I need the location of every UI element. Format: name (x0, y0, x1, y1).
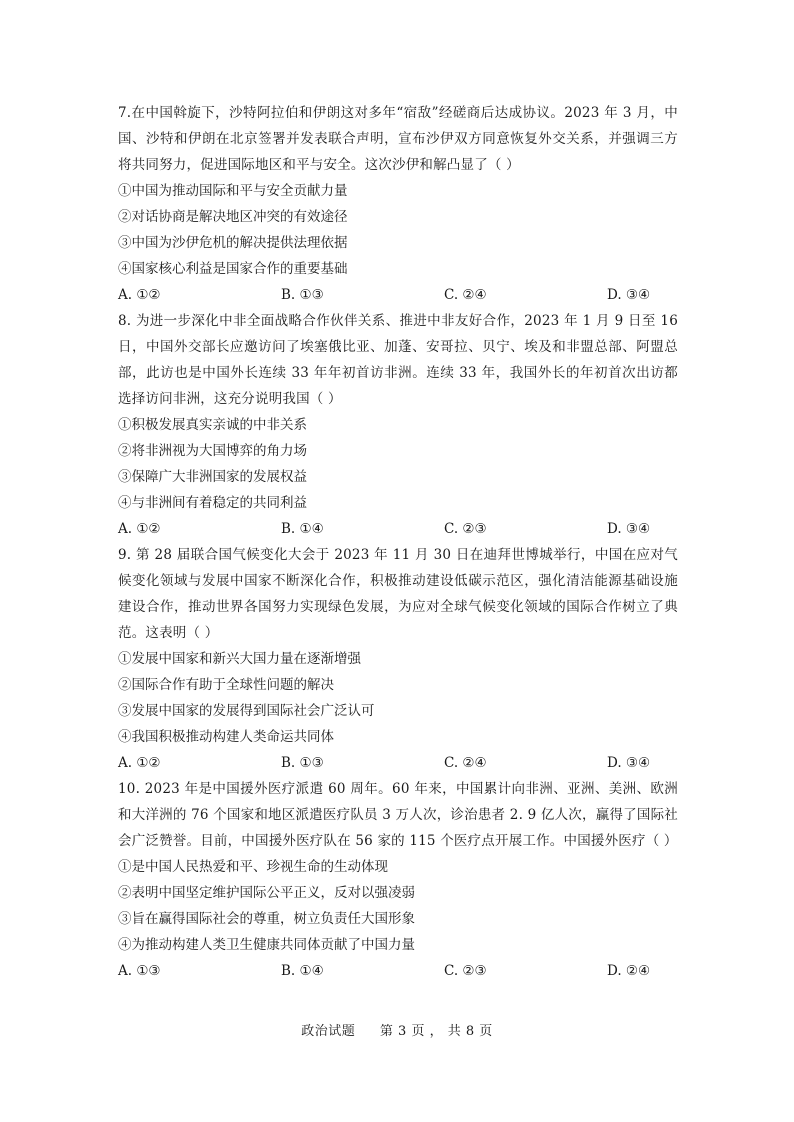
option-c: C. ②③ (444, 521, 487, 537)
question-stem: 7.在中国斡旋下，沙特阿拉伯和伊朗这对多年“宿敌”经磋商后达成协议。2023 年 3 月，中国、沙特和伊朗在北京签署并发表联合声明，宣布沙伊双方同意恢复外交关系，并强调三方将共同努力，促进国际地区和平与安全。这次沙伊和解凸显了（ ） (118, 105, 678, 173)
answer-options (118, 958, 678, 984)
statement: ①中国为推动国际和平与安全贡献力量 (118, 183, 348, 199)
statement: ④我国积极推动构建人类命运共同体 (118, 729, 334, 745)
footer-page-number: 第 3 页 ， 共 8 页 (379, 1024, 493, 1039)
option-a: A. ①② (118, 521, 161, 537)
option-b: B. ①③ (281, 287, 324, 303)
answer-options (118, 282, 678, 308)
statement: ②国际合作有助于全球性问题的解决 (118, 677, 334, 693)
option-d: D. ③④ (607, 287, 651, 303)
statement: ①是中国人民热爱和平、珍视生命的生动体现 (118, 859, 388, 875)
statement: ④与非洲间有着稳定的共同利益 (118, 495, 307, 511)
option-b: B. ①④ (281, 963, 324, 979)
statement: ②表明中国坚定维护国际公平正义，反对以强凌弱 (118, 885, 415, 901)
question-9 (118, 542, 678, 776)
option-d: D. ③④ (607, 755, 651, 771)
statement: ①发展中国家和新兴大国力量在逐渐增强 (118, 651, 361, 667)
question-10 (118, 776, 678, 984)
option-a: A. ①② (118, 755, 161, 771)
footer-subject: 政治试题 (301, 1024, 356, 1039)
option-b: B. ①④ (281, 521, 324, 537)
question-8 (118, 308, 678, 542)
option-b: B. ①③ (281, 755, 324, 771)
statement: ①积极发展真实亲诚的中非关系 (118, 417, 307, 433)
option-a: A. ①③ (118, 963, 161, 979)
answer-options (118, 516, 678, 542)
statement: ④为推动构建人类卫生健康共同体贡献了中国力量 (118, 937, 415, 953)
answer-options (118, 750, 678, 776)
option-d: D. ②④ (607, 963, 651, 979)
statement: ③旨在赢得国际社会的尊重，树立负责任大国形象 (118, 911, 415, 927)
question-list (118, 100, 678, 984)
statement: ④国家核心利益是国家合作的重要基础 (118, 261, 348, 277)
option-c: C. ②③ (444, 963, 487, 979)
statement: ③保障广大非洲国家的发展权益 (118, 469, 307, 485)
question-stem: 9. 第 28 届联合国气候变化大会于 2023 年 11 月 30 日在迪拜世博城举行，中国在应对气候变化领域与发展中国家不断深化合作，积极推动建设低碳示范区，强化清洁能源基础设施建设合作，推动世界各国努力实现绿色发展，为应对全球气候变化领域的国际合作树立了典范。这表明（ ） (118, 547, 678, 641)
question-stem: 8. 为进一步深化中非全面战略合作伙伴关系、推进中非友好合作，2023 年 1 月 9 日至 16 日，中国外交部长应邀访问了埃塞俄比亚、加蓬、安哥拉、贝宁、埃及和非盟总部、阿盟总部，此访也是中国外长连续 33 年年初首访非洲。连续 33 年，我国外长的年初首次出访都选择访问非洲，这充分说明我国（ ） (118, 313, 678, 407)
question-7 (118, 100, 678, 308)
option-c: C. ②④ (444, 755, 487, 771)
option-c: C. ②④ (444, 287, 487, 303)
statement: ③中国为沙伊危机的解决提供法理依据 (118, 235, 348, 251)
statement: ②对话协商是解决地区冲突的有效途径 (118, 209, 348, 225)
statement: ③发展中国家的发展得到国际社会广泛认可 (118, 703, 375, 719)
page-footer (0, 1020, 794, 1039)
option-d: D. ③④ (607, 521, 651, 537)
statement: ②将非洲视为大国博弈的角力场 (118, 443, 307, 459)
question-stem: 10. 2023 年是中国援外医疗派遣 60 周年。60 年来，中国累计向非洲、亚洲、美洲、欧洲和大洋洲的 76 个国家和地区派遣医疗队员 3 万人次，诊治患者 2. 9 亿人次，赢得了国际社会广泛赞誉。目前，中国援外医疗队在 56 家的 115 个医疗点开展工作。中国援外医疗（ ） (118, 781, 678, 849)
option-a: A. ①② (118, 287, 161, 303)
